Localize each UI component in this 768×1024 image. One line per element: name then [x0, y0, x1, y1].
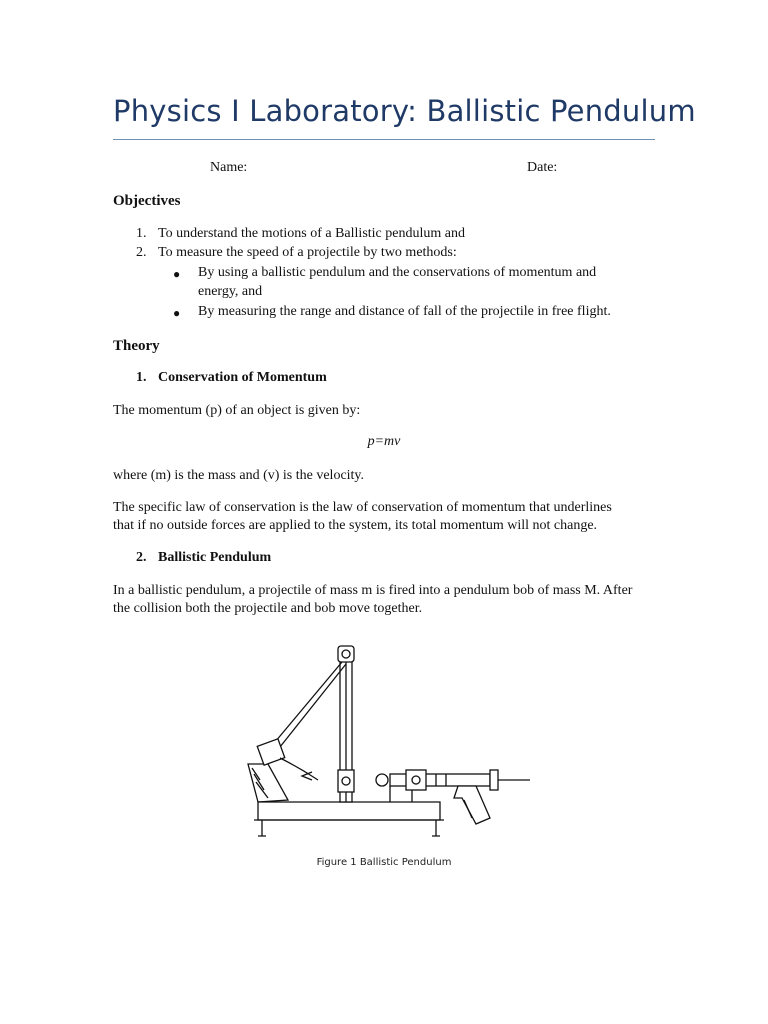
objective-1-number: 1.: [136, 226, 147, 241]
equation-explanation: where (m) is the mass and (v) is the velocity.: [113, 468, 365, 483]
theory-heading: Theory: [113, 338, 160, 354]
conservation-paragraph-line1: The specific law of conservation is the law of conservation of momentum that underlines: [113, 500, 612, 515]
subobjective-2-line1: By measuring the range and distance of fall of the projectile in free flight.: [198, 304, 611, 319]
momentum-equation: p=mv: [367, 434, 401, 449]
ballistic-pendulum-figure: [240, 640, 540, 842]
figure-caption: Figure 1 Ballistic Pendulum: [316, 857, 452, 868]
date-label: Date:: [527, 160, 558, 175]
pendulum-paragraph-line2: the collision both the projectile and bob move together.: [113, 601, 423, 616]
conservation-paragraph-line2: that if no outside forces are applied to the system, its total momentum will not change.: [113, 518, 598, 533]
objective-2-number: 2.: [136, 245, 147, 260]
section-2-number: 2.: [136, 550, 147, 565]
objective-2-text: To measure the speed of a projectile by two methods:: [158, 245, 457, 260]
momentum-intro: The momentum (p) of an object is given by:: [113, 403, 361, 418]
name-label: Name:: [210, 160, 248, 175]
section-1-title: Conservation of Momentum: [158, 370, 327, 385]
document-title: Physics I Laboratory: Ballistic Pendulum: [113, 94, 696, 128]
pendulum-paragraph-line1: In a ballistic pendulum, a projectile of mass m is fired into a pendulum bob of mass M. After: [113, 583, 633, 598]
bullet-icon: ●: [173, 306, 181, 320]
objectives-heading: Objectives: [113, 193, 181, 209]
subobjective-1-line2: energy, and: [198, 284, 263, 299]
objective-1-text: To understand the motions of a Ballistic pendulum and: [158, 226, 465, 241]
subobjective-1-line1: By using a ballistic pendulum and the conservations of momentum and: [198, 265, 597, 280]
title-underline: [113, 139, 655, 140]
section-1-number: 1.: [136, 370, 147, 385]
bullet-icon: ●: [173, 267, 181, 281]
section-2-title: Ballistic Pendulum: [158, 550, 272, 565]
